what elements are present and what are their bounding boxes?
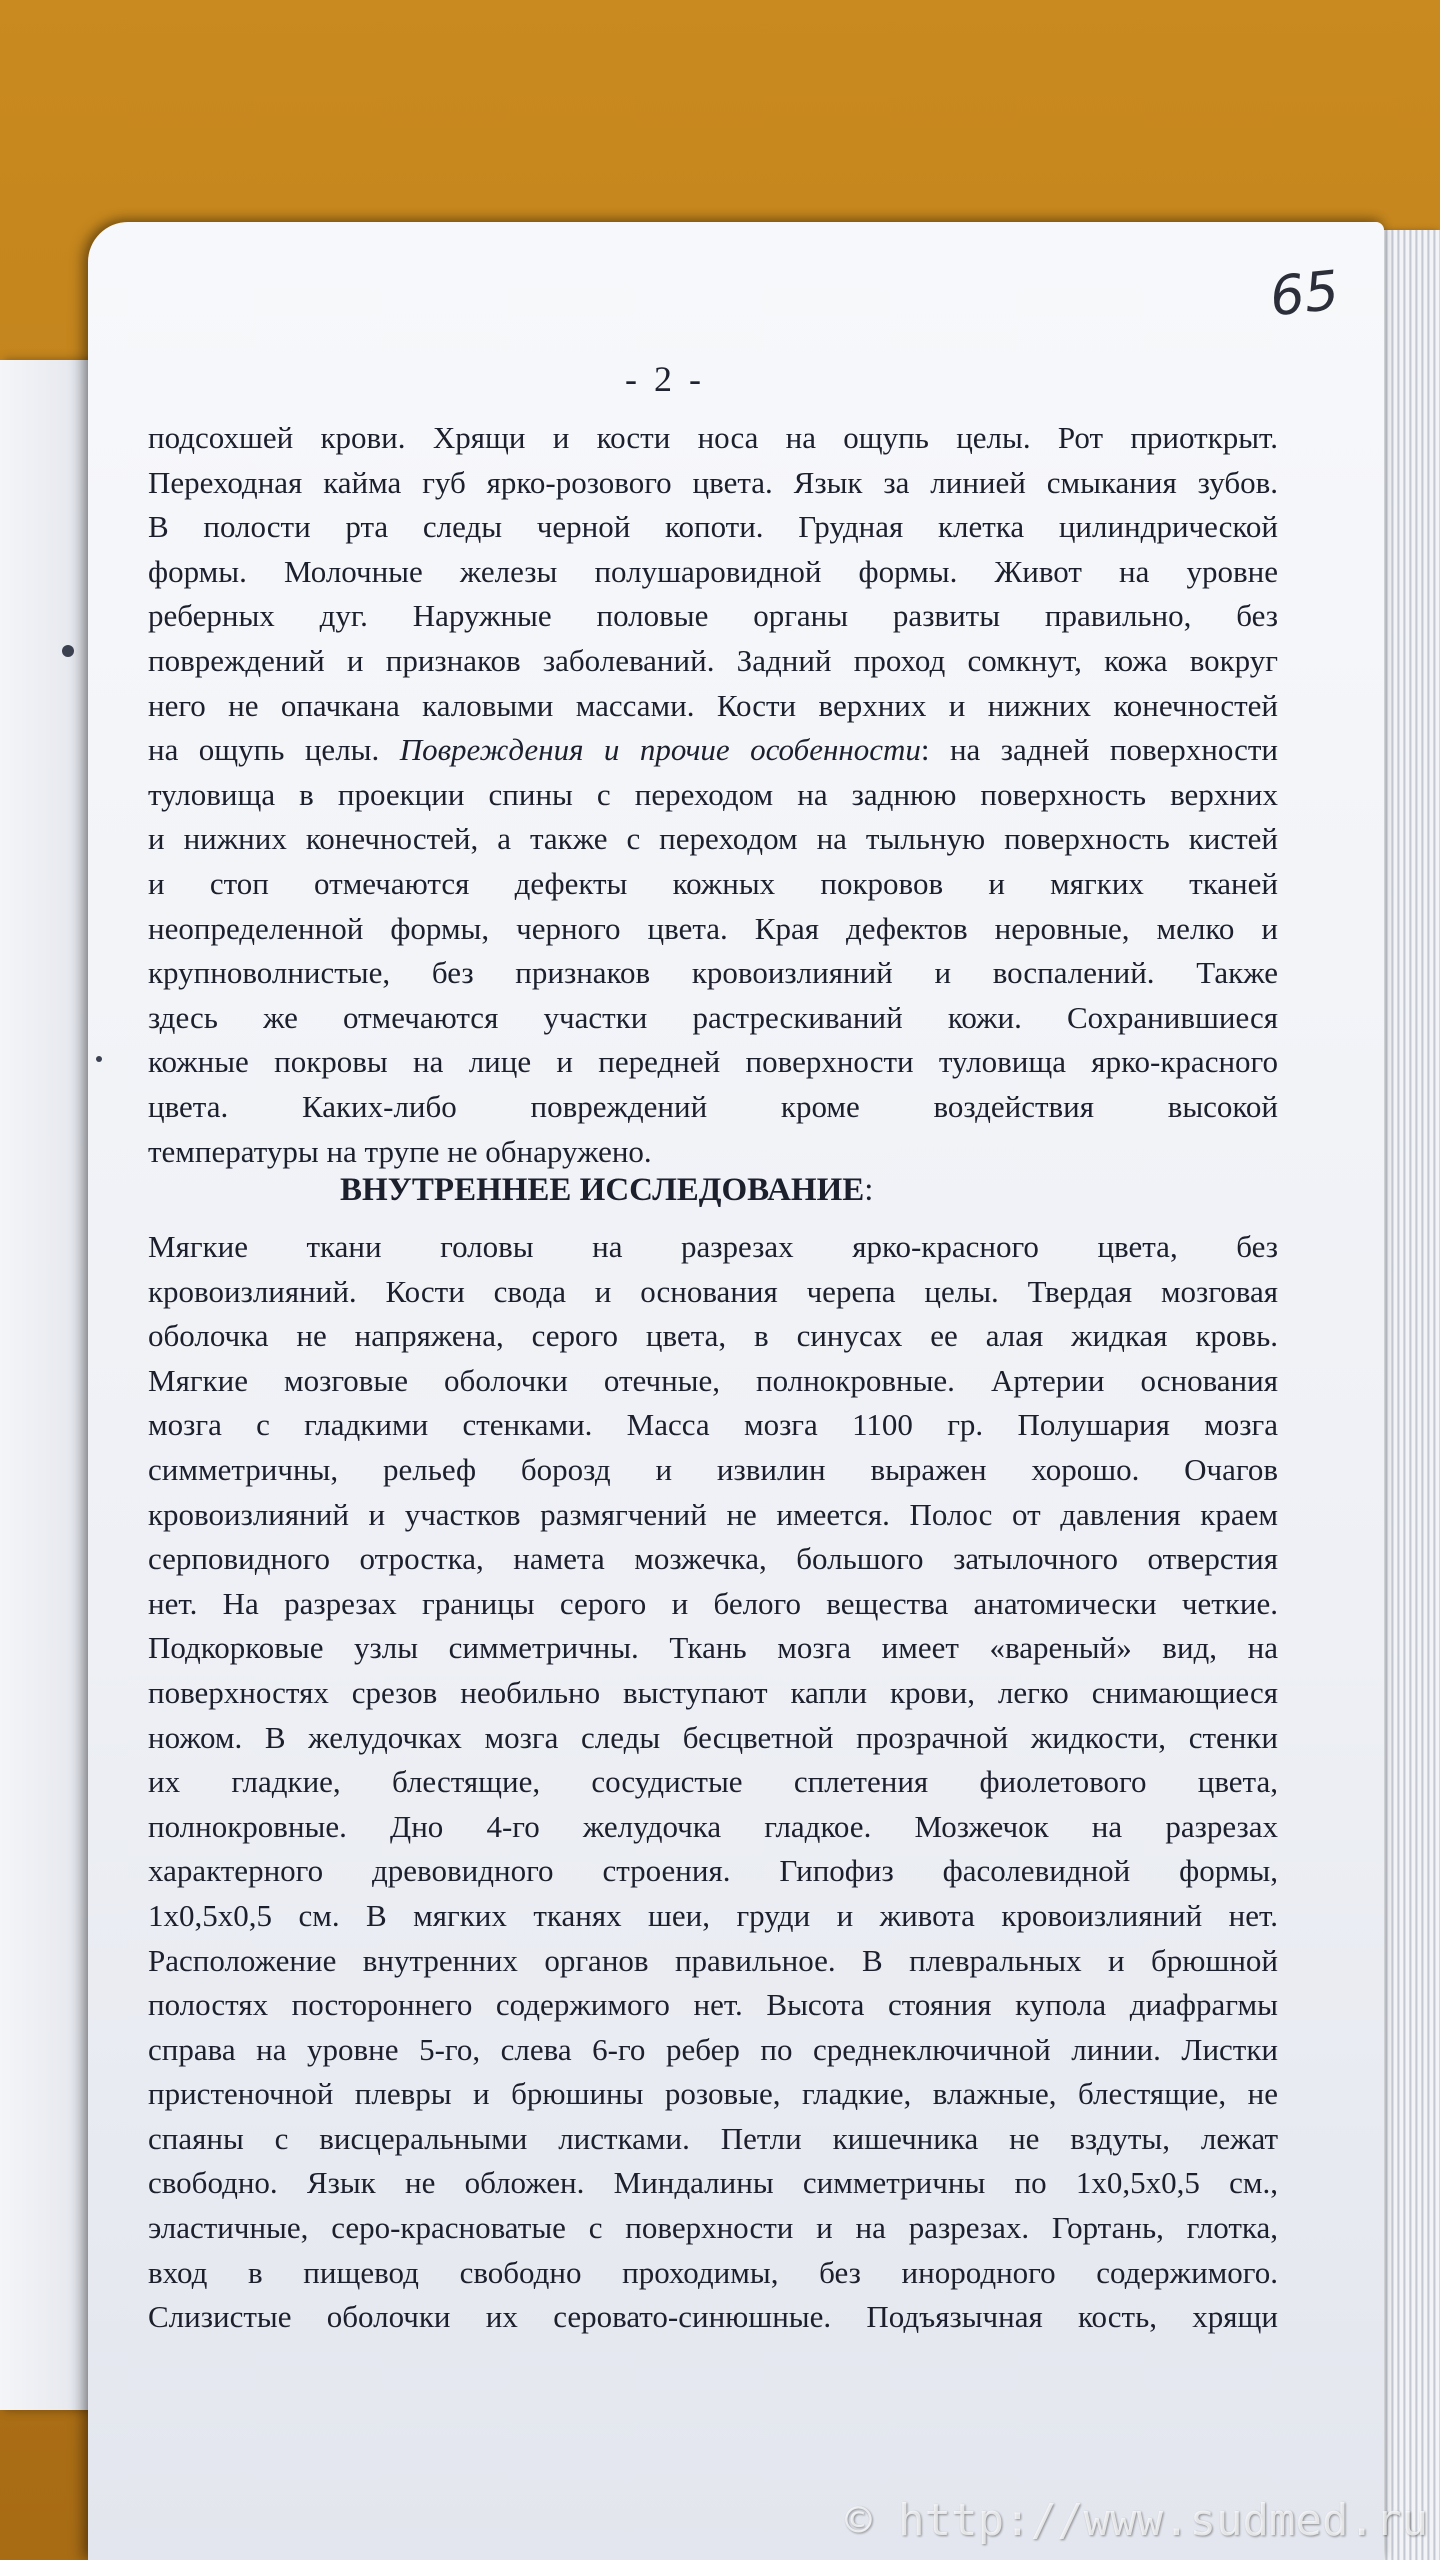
section-heading — [340, 1172, 873, 1209]
external-examination-paragraph — [148, 416, 1278, 1174]
text-line: формы. Молочные железы полушаровидной формы. Живот на уровне — [148, 553, 1278, 589]
text-line: Мягкие ткани головы на разрезах ярко-красного цвета, без — [148, 1229, 1278, 1264]
text-line: характерного древовидного строения. Гипофиз фасолевидной формы, — [148, 1853, 1278, 1889]
text-line: их гладкие, блестящие, сосудистые сплетения фиолетового цвета, — [148, 1764, 1278, 1800]
text-line: В полости рта следы черной копоти. Грудная клетка цилиндрической — [148, 509, 1278, 545]
text-line: подсохшей крови. Хрящи и кости носа на ощупь целы. Рот приоткрыт. — [148, 420, 1278, 455]
text-line: и нижних конечностей, а также с переходом на тыльную поверхность кистей — [148, 821, 1278, 857]
text-line: поверхностях срезов необильно выступают капли крови, легко снимающиеся — [148, 1674, 1278, 1710]
text-line: оболочка не напряжена, серого цвета, в синусах ее алая жидкая кровь. — [148, 1318, 1278, 1354]
text-line: эластичные, серо-красноватые с поверхности и на разрезах. Гортань, глотка, — [148, 2210, 1278, 2246]
text-line: нет. На разрезах границы серого и белого вещества анатомически четкие. — [148, 1585, 1278, 1621]
watermark: © http://www.sudmed.ru — [845, 2495, 1428, 2546]
text-line: свободно. Язык не обложен. Миндалины симметричны по 1x0,5x0,5 см., — [148, 2165, 1278, 2201]
text-line: реберных дуг. Наружные половые органы развиты правильно, без — [148, 598, 1278, 634]
text-line-with-italic — [148, 728, 1278, 773]
text-line: температуры на трупе не обнаружено. — [148, 1133, 652, 1169]
text-line: ножом. В желудочках мозга следы бесцветной прозрачной жидкости, стенки — [148, 1719, 1278, 1755]
text-line: мозга с гладкими стенками. Масса мозга 1100 гр. Полушария мозга — [148, 1407, 1278, 1443]
text-run: : на задней поверхности — [920, 732, 1278, 768]
text-line: справа на уровне 5-го, слева 6-го ребер по среднеключичной линии. Листки — [148, 2031, 1278, 2067]
text-line: спаяны с висцеральными листками. Петли кишечника не вздуты, лежат — [148, 2120, 1278, 2156]
text-line: симметричны, рельеф борозд и извилин выражен хорошо. Очагов — [148, 1451, 1278, 1487]
text-line: пристеночной плевры и брюшины розовые, гладкие, влажные, блестящие, не — [148, 2076, 1278, 2112]
text-line: Подкорковые узлы симметричны. Ткань мозга имеет «вареный» вид, на — [148, 1630, 1278, 1666]
page-number: - 2 - — [625, 359, 705, 399]
text-line: крупноволнистые, без признаков кровоизлияний и воспалений. Также — [148, 955, 1278, 991]
text-line: полнокровные. Дно 4-го желудочка гладкое. Мозжечок на разрезах — [148, 1808, 1278, 1844]
text-line: Мягкие мозговые оболочки отечные, полнокровные. Артерии основания — [148, 1362, 1278, 1398]
italic-subheading: Повреждения и прочие особенности — [399, 732, 921, 768]
text-line: него не опачкана каловыми массами. Кости верхних и нижних конечностей — [148, 687, 1278, 723]
handwritten-page-number: 65 — [1266, 258, 1342, 329]
internal-examination-paragraph — [148, 1225, 1278, 2340]
text-line: повреждений и признаков заболеваний. Задний проход сомкнут, кожа вокруг — [148, 642, 1278, 678]
text-line: и стоп отмечаются дефекты кожных покровов и мягких тканей — [148, 865, 1278, 901]
text-line: кровоизлияний и участков размягчений не имеется. Полос от давления краем — [148, 1496, 1278, 1532]
section-heading-colon: : — [864, 1172, 874, 1208]
section-heading-text: ВНУТРЕННЕЕ ИССЛЕДОВАНИЕ — [340, 1172, 865, 1208]
text-line: Переходная кайма губ ярко-розового цвета. Язык за линией смыкания зубов. — [148, 464, 1278, 500]
text-line: кожные покровы на лице и передней поверхности туловища ярко-красного — [148, 1044, 1278, 1080]
text-line: туловища в проекции спины с переходом на заднюю поверхность верхних — [148, 776, 1278, 812]
text-line: вход в пищевод свободно проходимы, без инородного содержимого. — [148, 2254, 1278, 2290]
text-line: кровоизлияний. Кости свода и основания черепа целы. Твердая мозговая — [148, 1273, 1278, 1309]
text-line: Расположение внутренних органов правильное. В плевральных и брюшной — [148, 1942, 1278, 1978]
text-line: полостях постороннего содержимого нет. Высота стояния купола диафрагмы — [148, 1987, 1278, 2023]
text-line: 1x0,5x0,5 см. В мягких тканях шеи, груди и живота кровоизлияний нет. — [148, 1897, 1278, 1933]
text-line: Слизистые оболочки их серовато-синюшные. Подъязычная кость, хрящи — [148, 2299, 1278, 2335]
text-line: здесь же отмечаются участки растрескиваний кожи. Сохранившиеся — [148, 999, 1278, 1035]
page-dot — [96, 1056, 102, 1062]
text-line: цвета. Каких-либо повреждений кроме воздействия высокой — [148, 1088, 1278, 1124]
text-line: неопределенной формы, черного цвета. Края дефектов неровные, мелко и — [148, 910, 1278, 946]
text-line: серповидного отростка, намета мозжечка, большого затылочного отверстия — [148, 1541, 1278, 1577]
binding-hole — [62, 645, 74, 657]
text-run: на ощупь целы. — [148, 732, 400, 768]
